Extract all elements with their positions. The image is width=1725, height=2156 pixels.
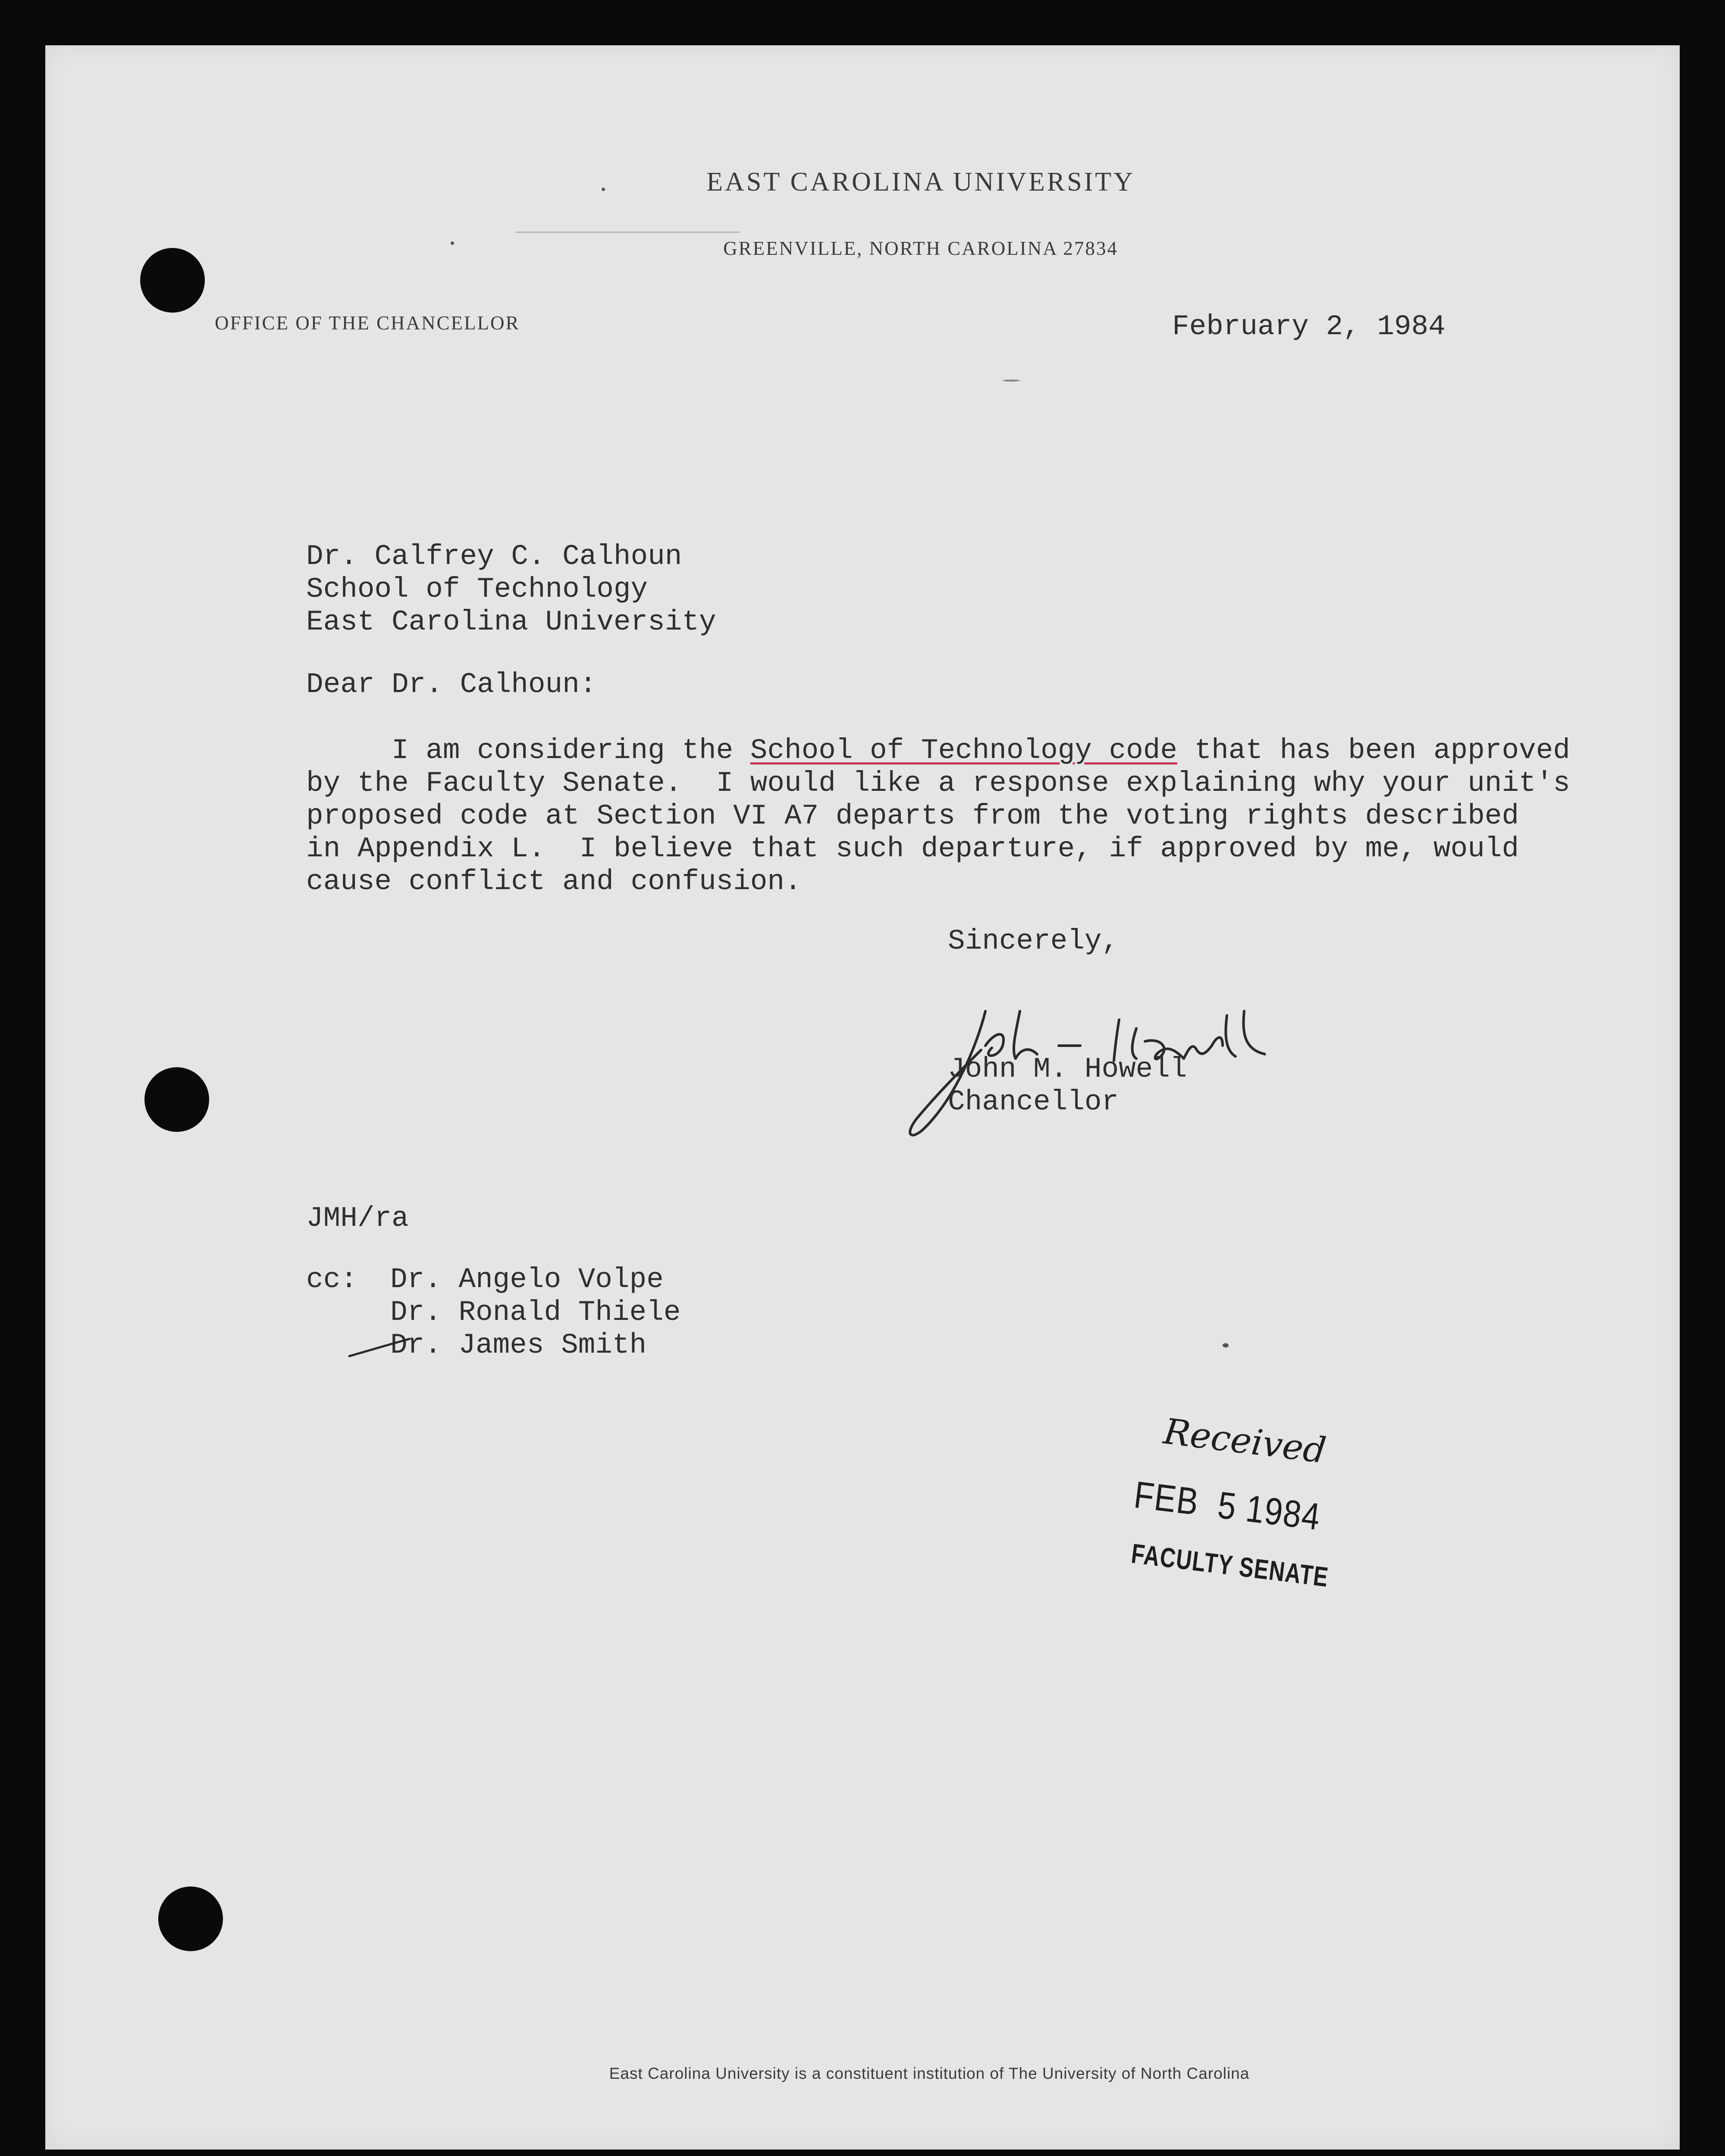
letterhead-footer: East Carolina University is a constituent institution of The University of North Carolina — [609, 2065, 1250, 2082]
letterhead-institution: EAST CAROLINA UNIVERSITY — [706, 167, 1135, 197]
letter-page — [45, 45, 1680, 2150]
punch-hole-bottom — [158, 1887, 223, 1951]
received-stamp — [1109, 1408, 1355, 1691]
body-line — [306, 734, 1570, 767]
cc-recipient: Dr. Angelo Volpe — [390, 1263, 664, 1296]
letter-date: February 2, 1984 — [1172, 310, 1446, 343]
signer-name: John M. Howell — [948, 1053, 1187, 1085]
body-line: proposed code at Section VI A7 departs from the voting rights described — [306, 800, 1519, 832]
paper-speck — [451, 241, 454, 245]
signer-title: Chancellor — [948, 1086, 1119, 1118]
cc-recipient: Dr. Ronald Thiele — [390, 1296, 681, 1329]
recipient-department: School of Technology — [306, 573, 648, 605]
salutation: Dear Dr. Calhoun: — [306, 668, 597, 701]
recipient-name: Dr. Calfrey C. Calhoun — [306, 540, 682, 573]
paper-speck — [602, 188, 605, 191]
body-line: cause conflict and confusion. — [306, 865, 802, 898]
check-mark — [347, 1335, 412, 1360]
underlined-phrase: School of Technology code — [750, 734, 1177, 767]
letterhead-rule — [515, 232, 740, 233]
closing: Sincerely, — [948, 925, 1119, 957]
cc-label: cc: — [306, 1263, 358, 1296]
paper-speck — [1003, 379, 1020, 382]
punch-hole-middle — [144, 1067, 209, 1132]
paper-speck — [1223, 1343, 1229, 1348]
stamp-office: FACULTY SENATE — [1129, 1538, 1330, 1593]
letterhead-address: GREENVILLE, NORTH CAROLINA 27834 — [723, 238, 1118, 259]
signer-block — [948, 1053, 1187, 1119]
body-text: that has been approved — [1177, 734, 1570, 767]
stamp-date: FEB 5 1984 — [1132, 1473, 1323, 1539]
body-line: in Appendix L. I believe that such departure, if approved by me, would — [306, 833, 1519, 865]
letterhead-office: OFFICE OF THE CHANCELLOR — [215, 312, 520, 334]
cc-list — [390, 1263, 681, 1362]
body-text: I am considering the — [306, 734, 750, 767]
punch-hole-top — [140, 248, 205, 313]
reference-initials: JMH/ra — [306, 1202, 409, 1235]
stamp-received: Received — [1161, 1411, 1329, 1472]
letter-body — [306, 734, 1570, 898]
recipient-institution: East Carolina University — [306, 606, 716, 638]
recipient-address — [306, 540, 716, 639]
cc-recipient: Dr. James Smith — [390, 1329, 647, 1361]
body-line: by the Faculty Senate. I would like a response explaining why your unit's — [306, 767, 1570, 799]
